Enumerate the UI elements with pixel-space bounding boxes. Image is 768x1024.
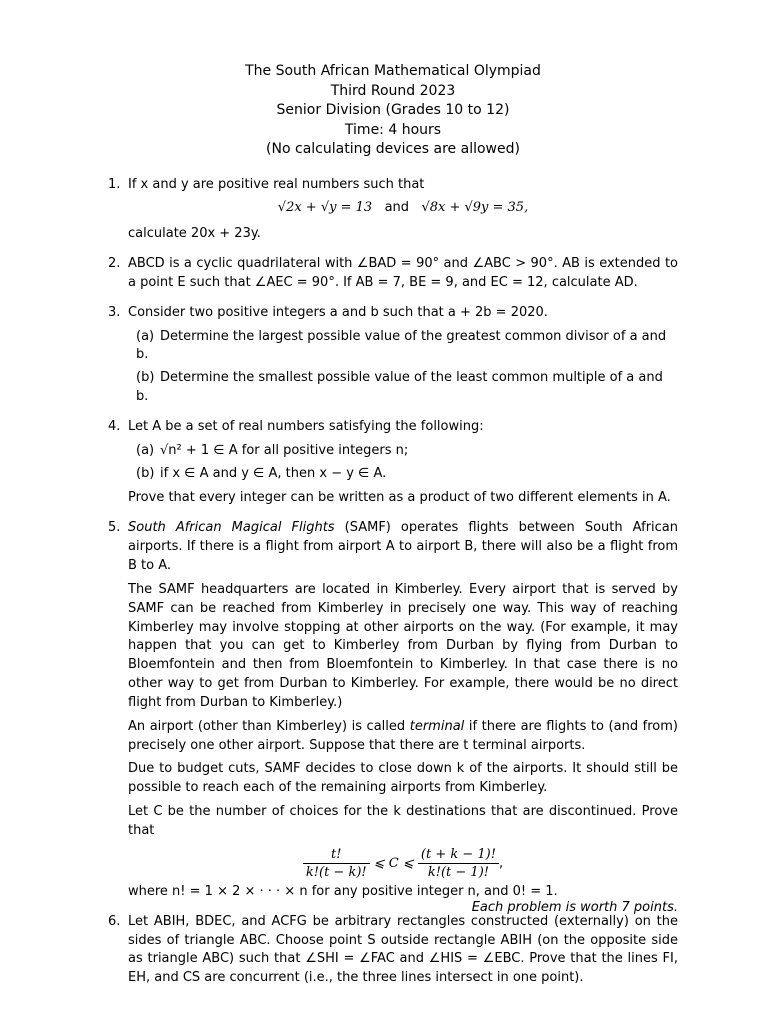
fraction-lower [303,846,370,881]
problem-5-para-2: The SAMF headquarters are located in Kimberley. Every airport that is served by SAMF can be reached from Kimberley in precisely one way. This way of reaching Kimberley may involve stopping at other airports on the way. (For example, it may happen that you can get to Kimberley from Durban by flying from Durban to Bloemfontein and then from Bloemfontein to Kimberley. In that case there is no other way to get from Durban to Kimberley. For example, there would be no direct flight from Durban to Kimberley.) [128,581,678,710]
fraction-numerator: t! [303,846,370,864]
problem-1-intro: If x and y are positive real numbers such that [128,176,425,192]
equation-connector: and [384,200,410,216]
problem-5-para-1 [128,519,678,576]
inequality-middle: ⩽ C ⩽ [373,855,414,871]
exam-header [108,62,678,160]
header-round: Third Round 2023 [330,82,456,99]
problem-3-intro: Consider two positive integers a and b such that a + 2b = 2020. [128,304,548,320]
inequality-comma: , [498,855,504,871]
problem-1-equations [128,199,678,218]
problem-number: 6. [108,913,121,929]
fraction-numerator: (t + k − 1)! [418,846,499,864]
header-olympiad-name: The South African Mathematical Olympiad [245,63,541,79]
fraction-upper [418,846,499,881]
problem-6-text: Let ABIH, BDEC, and ACFG be arbitrary rectangles constructed (externally) on the sides of triangle ABC. Choose point S outside rectangle ABIH (on the opposite side as triangle ABC) such that ∠SHI = ∠FAC and ∠HIS = ∠EBC. Prove that the lines FI, EH, and CS are concurrent (i.e., the three lines intersect in one point). [128,913,678,986]
para-1-rest: (SAMF) operates flights between South African airports. If there is a flight from airport A to airport B, there will also be a flight from B to A. [128,520,679,573]
exam-page [108,62,678,999]
problem-3-parts [128,328,678,407]
problem-5-para-3 [128,718,678,756]
problem-1-ask: calculate 20x + 23y. [128,226,261,242]
problem-4-conclusion: Prove that every integer can be written as a product of two different elements in A. [128,490,671,506]
problem-3-part-b [136,369,678,407]
problem-4-part-b [136,465,678,484]
part-label: (a) [136,328,155,344]
equation-2: √8x + √9y = 35, [421,200,529,216]
part-text: √n² + 1 ∈ A for all positive integers n; [160,442,409,458]
problem-4-parts [128,442,678,484]
header-rules: (No calculating devices are allowed) [266,141,520,157]
points-note: Each problem is worth 7 points. [471,900,678,915]
header-time: Time: 4 hours [344,121,442,138]
part-label: (b) [136,370,155,386]
problem-list [108,176,678,989]
problem-5-para-4: Due to budget cuts, SAMF decides to close down k of the airports. It should still be possible to reach each of the remaining airports from Kimberley. [128,761,678,796]
problem-4 [108,418,678,508]
para-3-start: An airport (other than Kimberley) is called [128,718,406,734]
equation-1: √2x + √y = 13 [277,200,373,216]
part-text: Determine the largest possible value of the greatest common divisor of a and b. [136,328,667,363]
problem-6 [108,913,678,988]
samf-name: South African Magical Flights [128,520,335,536]
problem-number: 4. [108,418,121,434]
part-text: Determine the smallest possible value of the least common multiple of a and b. [136,370,663,405]
part-label: (b) [136,465,155,481]
problem-number: 2. [108,256,121,272]
problem-1 [108,176,678,245]
problem-5-para-6: where n! = 1 × 2 × · · · × n for any positive integer n, and 0! = 1. [128,883,558,899]
header-division: Senior Division (Grades 10 to 12) [276,102,510,118]
part-label: (a) [136,442,155,458]
problem-number: 5. [108,520,121,536]
problem-2 [108,255,678,293]
problem-2-text: ABCD is a cyclic quadrilateral with ∠BAD = 90° and ∠ABC > 90°. AB is extended to a point E such that ∠AEC = 90°. If AB = 7, BE = 9, and EC = 12, calculate AD. [128,256,678,290]
problem-5-para-5: Let C be the number of choices for the k destinations that are discontinued. Prove that [128,804,678,838]
problem-3-part-a [136,328,678,366]
problem-4-intro: Let A be a set of real numbers satisfying the following: [128,418,484,434]
problem-4-part-a [136,442,678,461]
problem-5-inequality [128,846,678,881]
problem-number: 1. [108,176,121,192]
fraction-denominator: k!(t − k)! [305,864,367,880]
fraction-denominator: k!(t − 1)! [427,864,489,880]
terminal-term: terminal [409,718,465,734]
problem-3 [108,304,678,407]
para-3-end: if there are flights to (and from) precisely one other airport. Suppose that there are t terminal airports. [128,718,678,753]
problem-number: 3. [108,304,121,320]
part-text: if x ∈ A and y ∈ A, then x − y ∈ A. [160,465,387,481]
problem-5 [108,519,678,901]
